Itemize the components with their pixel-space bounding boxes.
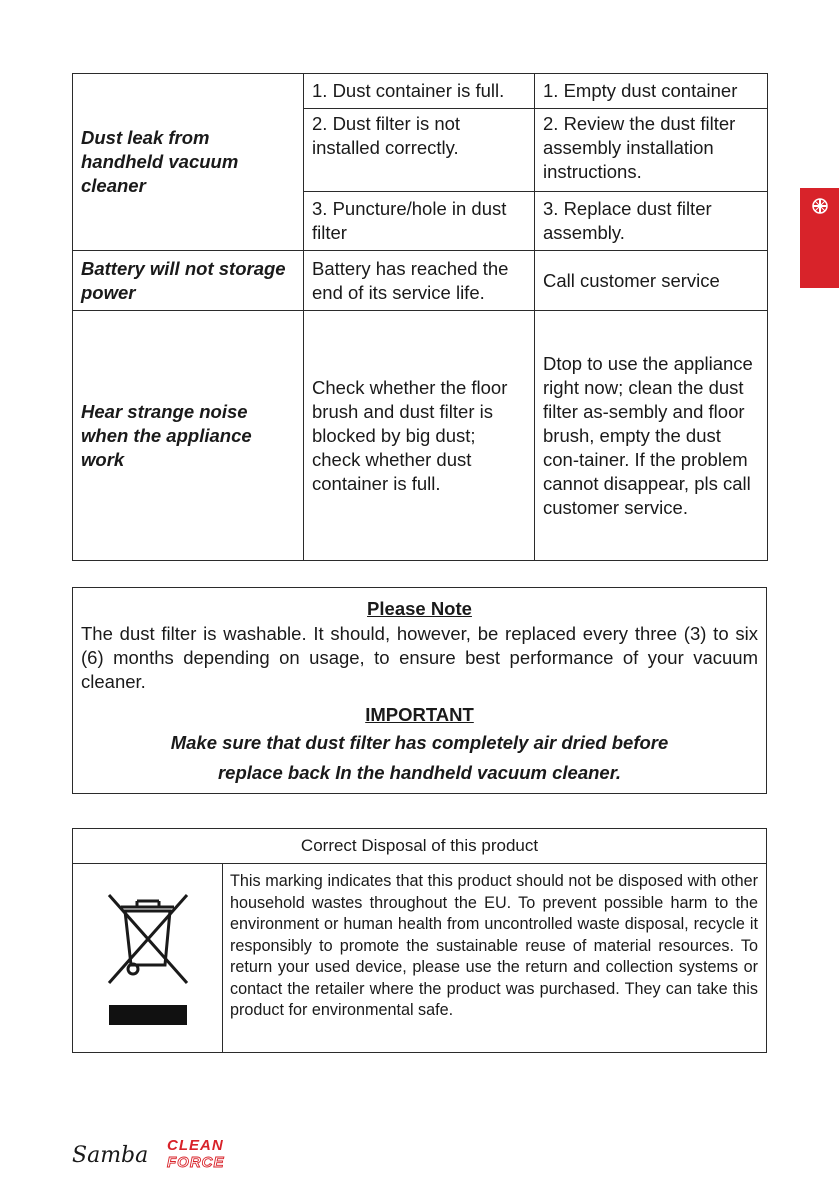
cause-cell: 3. Puncture/hole in dust filter: [304, 192, 535, 251]
solution-cell: 1. Empty dust container: [535, 74, 768, 109]
brand-logo-clean: CLEAN: [167, 1137, 224, 1154]
brand-logo-samba: Samba: [72, 1143, 149, 1168]
cause-cell: Battery has reached the end of its service life.: [304, 251, 535, 311]
disposal-title: Correct Disposal of this product: [73, 829, 766, 864]
brand-logo-force: FORCE: [167, 1154, 225, 1171]
disposal-box: [72, 828, 767, 1053]
important-title: IMPORTANT: [365, 704, 474, 725]
solution-cell: Call customer service: [535, 251, 768, 311]
disposal-text: This marking indicates that this product should not be disposed with other household wastes throughout the EU. To prevent possible harm to the environment or human health from uncontrolled waste disposal, recycle it responsibly to promote the sustainable reuse of material resources. To return your used device, please use the return and collection systems or contact the retailer where the product was purchased. They can take this product for environmental safe.: [230, 872, 758, 1019]
solution-cell: 2. Review the dust filter assembly installation instructions.: [535, 109, 768, 192]
cause-cell: 2. Dust filter is not installed correctly.: [304, 109, 535, 192]
important-line-1: Make sure that dust filter has completely air dried before: [170, 732, 669, 753]
cause-cell: 1. Dust container is full.: [304, 74, 535, 109]
uk-flag-icon: [812, 198, 828, 214]
note-body: The dust filter is washable. It should, however, be replaced every three (3) to six (6) months depending on usage, to ensure best performance of your vacuum cleaner.: [81, 623, 758, 692]
note-title: Please Note: [367, 598, 472, 619]
please-note-box: [72, 587, 767, 794]
crossed-out-wheelie-bin-icon: [73, 863, 222, 1053]
solution-cell: Dtop to use the appliance right now; clean the dust filter as-sembly and floor brush, empty the dust con-tainer. If the problem cannot disappear, pls call customer service.: [535, 311, 768, 561]
problem-cell: Dust leak from handheld vacuum cleaner: [73, 74, 304, 251]
brand-logo: [72, 1135, 247, 1171]
cause-cell: Check whether the floor brush and dust filter is blocked by big dust; check whether dust container is full.: [304, 311, 535, 561]
problem-cell: Hear strange noise when the appliance work: [73, 311, 304, 561]
problem-cell: Battery will not storage power: [73, 251, 304, 311]
disposal-icon-cell: [73, 863, 223, 1052]
important-line-2: replace back In the handheld vacuum cleaner.: [217, 762, 622, 783]
troubleshooting-table: [72, 73, 768, 561]
solution-cell: 3. Replace dust filter assembly.: [535, 192, 768, 251]
language-side-tab: [800, 188, 839, 288]
